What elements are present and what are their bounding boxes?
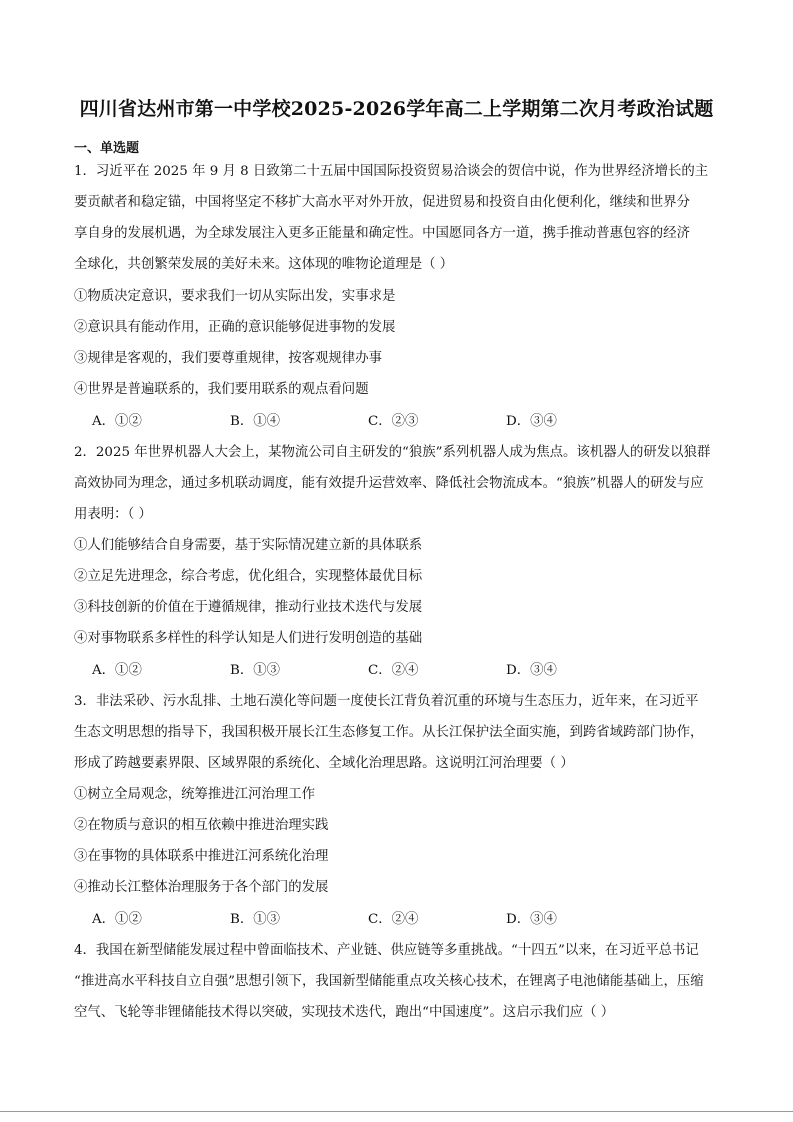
- q1-stem-line-4: 全球化，共创繁荣发展的美好未来。这体现的唯物论道理是（ ）: [74, 257, 454, 272]
- q1-option-b[interactable]: B．①④: [230, 414, 281, 429]
- q3-item-2: ②在物质与意识的相互依赖中推进治理实践: [74, 818, 329, 833]
- q2-stem-line-3: 用表明：（ ）: [74, 507, 152, 522]
- q3-option-c[interactable]: C．②④: [368, 912, 419, 927]
- q2-option-d[interactable]: D．③④: [506, 663, 557, 678]
- q1-stem-line-2: 要贡献者和稳定锚，中国将坚定不移扩大高水平对外开放，促进贸易和投资自由化便利化，继续和世界分: [74, 195, 690, 210]
- q1-item-4: ④世界是普遍联系的，我们要用联系的观点看问题: [74, 382, 369, 397]
- section-heading: 一、单选题: [74, 141, 140, 156]
- q3-stem-line-2: 生态文明思想的指导下，我国积极开展长江生态修复工作。从长江保护法全面实施，到跨省域跨部门协作，: [74, 725, 704, 740]
- q4-stem-line-3: 空气、飞轮等非锂储能技术得以突破，实现技术迭代，跑出“中国速度”。这启示我们应（ ）: [74, 1005, 615, 1020]
- q1-option-c[interactable]: C．②③: [368, 414, 419, 429]
- q1-item-1: ①物质决定意识，要求我们一切从实际出发，实事求是: [74, 289, 396, 304]
- q4-stem-line-1: 4．我国在新型储能发展过程中曾面临技术、产业链、供应链等多重挑战。“十四五”以来，在习近平总书记: [74, 943, 699, 958]
- q1-item-3: ③规律是客观的，我们要尊重规律，按客观规律办事: [74, 351, 382, 366]
- q2-item-2: ②立足先进理念，综合考虑，优化组合，实现整体最优目标: [74, 569, 423, 584]
- q1-stem-line-3: 享自身的发展机遇，为全球发展注入更多正能量和确定性。中国愿同各方一道，携手推动普惠包容的经济: [74, 226, 690, 241]
- q1-item-2: ②意识具有能动作用，正确的意识能够促进事物的发展: [74, 320, 396, 335]
- q3-options: [92, 911, 644, 929]
- q2-item-1: ①人们能够结合自身需要，基于实际情况建立新的具体联系: [74, 538, 423, 553]
- q2-option-c[interactable]: C．②④: [368, 663, 419, 678]
- q2-item-3: ③科技创新的价值在于遵循规律，推动行业技术迭代与发展: [74, 600, 423, 615]
- q1-stem-line-1: 1．习近平在 2025 年 9 月 8 日致第二十五届中国国际投资贸易洽谈会的贺信中说，作为世界经济增长的主: [74, 164, 709, 179]
- q3-option-b[interactable]: B．①③: [230, 912, 281, 927]
- page-bottom-divider: [0, 1111, 793, 1112]
- q3-option-a[interactable]: A．①②: [92, 912, 142, 927]
- q1-option-a[interactable]: A．①②: [92, 414, 142, 429]
- q3-option-d[interactable]: D．③④: [506, 912, 557, 927]
- q2-option-a[interactable]: A．①②: [92, 663, 142, 678]
- q2-options: [92, 662, 644, 680]
- q4-stem-line-2: “推进高水平科技自立自强”思想引领下，我国新型储能重点攻关核心技术，在锂离子电池储能基础上，压缩: [74, 974, 704, 989]
- q2-option-b[interactable]: B．①③: [230, 663, 281, 678]
- q3-stem-line-1: 3．非法采砂、污水乱排、土地石漠化等问题一度使长江背负着沉重的环境与生态压力，近年来，在习近平: [74, 694, 699, 709]
- q3-item-1: ①树立全局观念，统筹推进江河治理工作: [74, 787, 316, 802]
- q1-options: [92, 413, 644, 431]
- q1-option-d[interactable]: D．③④: [506, 414, 557, 429]
- page-title: 四川省达州市第一中学校2025-2026学年高二上学期第二次月考政治试题: [79, 98, 714, 120]
- q2-item-4: ④对事物联系多样性的科学认知是人们进行发明创造的基础: [74, 631, 423, 646]
- q3-stem-line-3: 形成了跨越要素界限、区域界限的系统化、全域化治理思路。这说明江河治理要（ ）: [74, 756, 574, 771]
- q3-item-4: ④推动长江整体治理服务于各个部门的发展: [74, 880, 329, 895]
- q2-stem-line-2: 高效协同为理念，通过多机联动调度，能有效提升运营效率、降低社会物流成本。“狼族”机器人的研发与应: [74, 476, 704, 491]
- q2-stem-line-1: 2．2025 年世界机器人大会上，某物流公司自主研发的“狼族”系列机器人成为焦点。该机器人的研发以狼群: [74, 445, 711, 460]
- q3-item-3: ③在事物的具体联系中推进江河系统化治理: [74, 849, 329, 864]
